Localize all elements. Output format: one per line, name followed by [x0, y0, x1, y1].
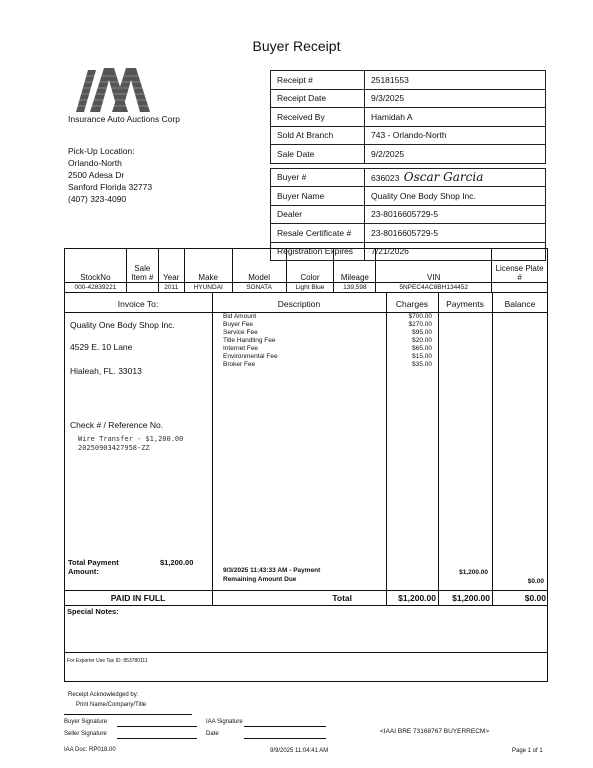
receipt-value: 7/21/2026 — [365, 242, 546, 261]
pickup-line: Orlando-North — [68, 158, 122, 168]
buyer-number: 636023 — [371, 173, 400, 184]
seller-signature-label: Seller Signature — [64, 731, 107, 737]
print-timestamp: 9/9/2025 11:04:41 AM — [270, 748, 329, 754]
iaa-signature-line[interactable] — [244, 726, 326, 727]
print-name-label: Print Name/Company/Title — [76, 702, 147, 708]
vehicle-table — [64, 248, 548, 293]
receipt-label: Sale Date — [271, 145, 365, 164]
pickup-line: (407) 323-4090 — [68, 194, 127, 204]
charge-item: $270.00 — [408, 321, 432, 328]
charge-item: $700.00 — [408, 313, 432, 320]
receipt-value: 23-8016605729-5 — [365, 205, 546, 224]
pickup-line: Sanford Florida 32773 — [68, 182, 153, 192]
receipt-label: Resale Certificate # — [271, 224, 365, 243]
receipt-value: 9/2/2025 — [365, 145, 546, 164]
description-item: Broker Fee — [223, 361, 256, 368]
total-payment-value: $1,200.00 — [160, 558, 194, 567]
total-payments: $1,200.00 — [452, 593, 490, 603]
receipt-label: Receipt # — [271, 71, 365, 90]
check-reference-line: 20250903427958-ZZ — [78, 444, 150, 452]
payment-line: 9/3/2025 11:43:33 AM - Payment — [223, 567, 321, 574]
description-header: Description — [277, 299, 321, 309]
receipt-label: Sold At Branch — [271, 126, 365, 145]
description-item: Buyer Fee — [223, 321, 253, 328]
charge-item: $65.00 — [412, 345, 432, 352]
receipt-label: Received By — [271, 108, 365, 127]
divider — [438, 293, 439, 605]
charge-item: $15.00 — [412, 353, 432, 360]
company-name: Insurance Auto Auctions Corp — [68, 114, 180, 124]
invoice-box — [64, 248, 548, 682]
invoice-address-street: 4529 E. 10 Lane — [70, 342, 133, 352]
total-label: Total — [332, 593, 352, 603]
check-reference-label: Check # / Reference No. — [70, 420, 164, 430]
seller-signature-line[interactable] — [117, 738, 197, 739]
divider — [212, 293, 213, 605]
buyer-handwritten-signature: Oscar Garcia — [403, 170, 484, 185]
vehicle-header: StockNo — [65, 249, 127, 283]
divider — [64, 605, 548, 606]
vehicle-value: SONATA — [232, 283, 286, 293]
receipt-label: Receipt Date — [271, 89, 365, 108]
receipt-value: 23-8016605729-5 — [365, 224, 546, 243]
total-balance: $0.00 — [524, 593, 546, 603]
payment-value: $1,200.00 — [459, 569, 488, 576]
pickup-location — [68, 145, 152, 205]
charge-item: $20.00 — [412, 337, 432, 344]
divider — [492, 293, 493, 605]
remaining-line: Remaining Amount Due — [223, 576, 297, 583]
description-item: Environmental Fee — [223, 353, 278, 360]
description-item: Service Fee — [223, 329, 258, 336]
charge-item: $35.00 — [412, 361, 432, 368]
buyer-number-label: Buyer # — [271, 168, 365, 187]
description-list — [223, 313, 278, 369]
receipt-value: Quality One Body Shop Inc. — [365, 187, 546, 206]
vehicle-value: 000-42839221 — [65, 283, 127, 293]
page-title: Buyer Receipt — [252, 38, 341, 54]
invoice-address-city: Hialeah, FL. 33013 — [70, 366, 142, 376]
vehicle-header: Model — [232, 249, 286, 283]
divider — [64, 590, 548, 591]
vehicle-value: 2011 — [158, 283, 184, 293]
balance-value: $0.00 — [527, 578, 544, 585]
receipt-value: 9/3/2025 — [365, 89, 546, 108]
paid-in-full-label: PAID IN FULL — [110, 593, 166, 603]
date-label: Date — [206, 731, 219, 737]
vehicle-value: 5NPEC4AC8BH134452 — [376, 283, 492, 293]
vehicle-header: Color — [286, 249, 334, 283]
pickup-label: Pick-Up Location: — [68, 146, 135, 156]
payments-header: Payments — [446, 299, 484, 309]
receipt-label: Dealer — [271, 205, 365, 224]
receipt-value: 25181553 — [365, 71, 546, 90]
receipt-label: Registration Expires — [271, 242, 365, 261]
receipt-label: Buyer Name — [271, 187, 365, 206]
invoice-address-name: Quality One Body Shop Inc. — [70, 320, 175, 330]
divider — [64, 312, 548, 313]
vehicle-value — [492, 283, 548, 293]
description-item: Title Handling Fee — [223, 337, 276, 344]
ack-label: Receipt Acknowledged by: — [68, 692, 139, 698]
vehicle-value: Light Blue — [286, 283, 334, 293]
page-number: Page 1 of 1 — [512, 748, 543, 754]
vehicle-header: Sale Item # — [126, 249, 158, 283]
check-reference-line: Wire Transfer - $1,200.00 — [78, 435, 184, 443]
date-line[interactable] — [244, 738, 326, 739]
iaa-doc-number: IAA Doc: RP018.00 — [64, 747, 116, 753]
receipt-value: 743 - Orlando-North — [365, 126, 546, 145]
charges-header: Charges — [395, 299, 429, 309]
iaa-logo — [74, 66, 152, 114]
description-item: Bid Amount — [223, 313, 257, 320]
vehicle-value: 139,598 — [334, 283, 376, 293]
description-item: Internet Fee — [223, 345, 259, 352]
divider — [64, 652, 548, 653]
vehicle-value — [126, 283, 158, 293]
vehicle-value: HYUNDAI — [184, 283, 232, 293]
receipt-info-table — [270, 70, 546, 261]
buyer-signature-line[interactable] — [117, 726, 197, 727]
receipt-value: Hamidah A — [365, 108, 546, 127]
total-payment-label: Total Payment Amount: — [68, 558, 119, 576]
charge-item: $95.00 — [412, 329, 432, 336]
invoice-to-header: Invoice To: — [117, 299, 159, 309]
vehicle-header: Year — [158, 249, 184, 283]
iaa-signature-label: IAA Signature — [206, 719, 243, 725]
vehicle-header: Make — [184, 249, 232, 283]
pickup-line: 2500 Adesa Dr — [68, 170, 125, 180]
exporter-note: For Exporter Use Tax ID: 853780111 — [67, 658, 148, 664]
charges-list — [370, 313, 432, 369]
buyer-number-cell — [365, 168, 546, 187]
vehicle-header: VIN — [376, 249, 492, 283]
document-code: <IAAI BRE 73168767 BUYERRECM> — [380, 728, 490, 735]
vehicle-header: License Plate # — [492, 249, 548, 283]
vehicle-header: Mileage — [334, 249, 376, 283]
buyer-signature-label: Buyer Signature — [64, 719, 108, 725]
balance-header: Balance — [504, 299, 536, 309]
print-name-line — [64, 714, 192, 715]
special-notes-label: Special Notes: — [67, 607, 119, 616]
total-charges: $1,200.00 — [398, 593, 436, 603]
